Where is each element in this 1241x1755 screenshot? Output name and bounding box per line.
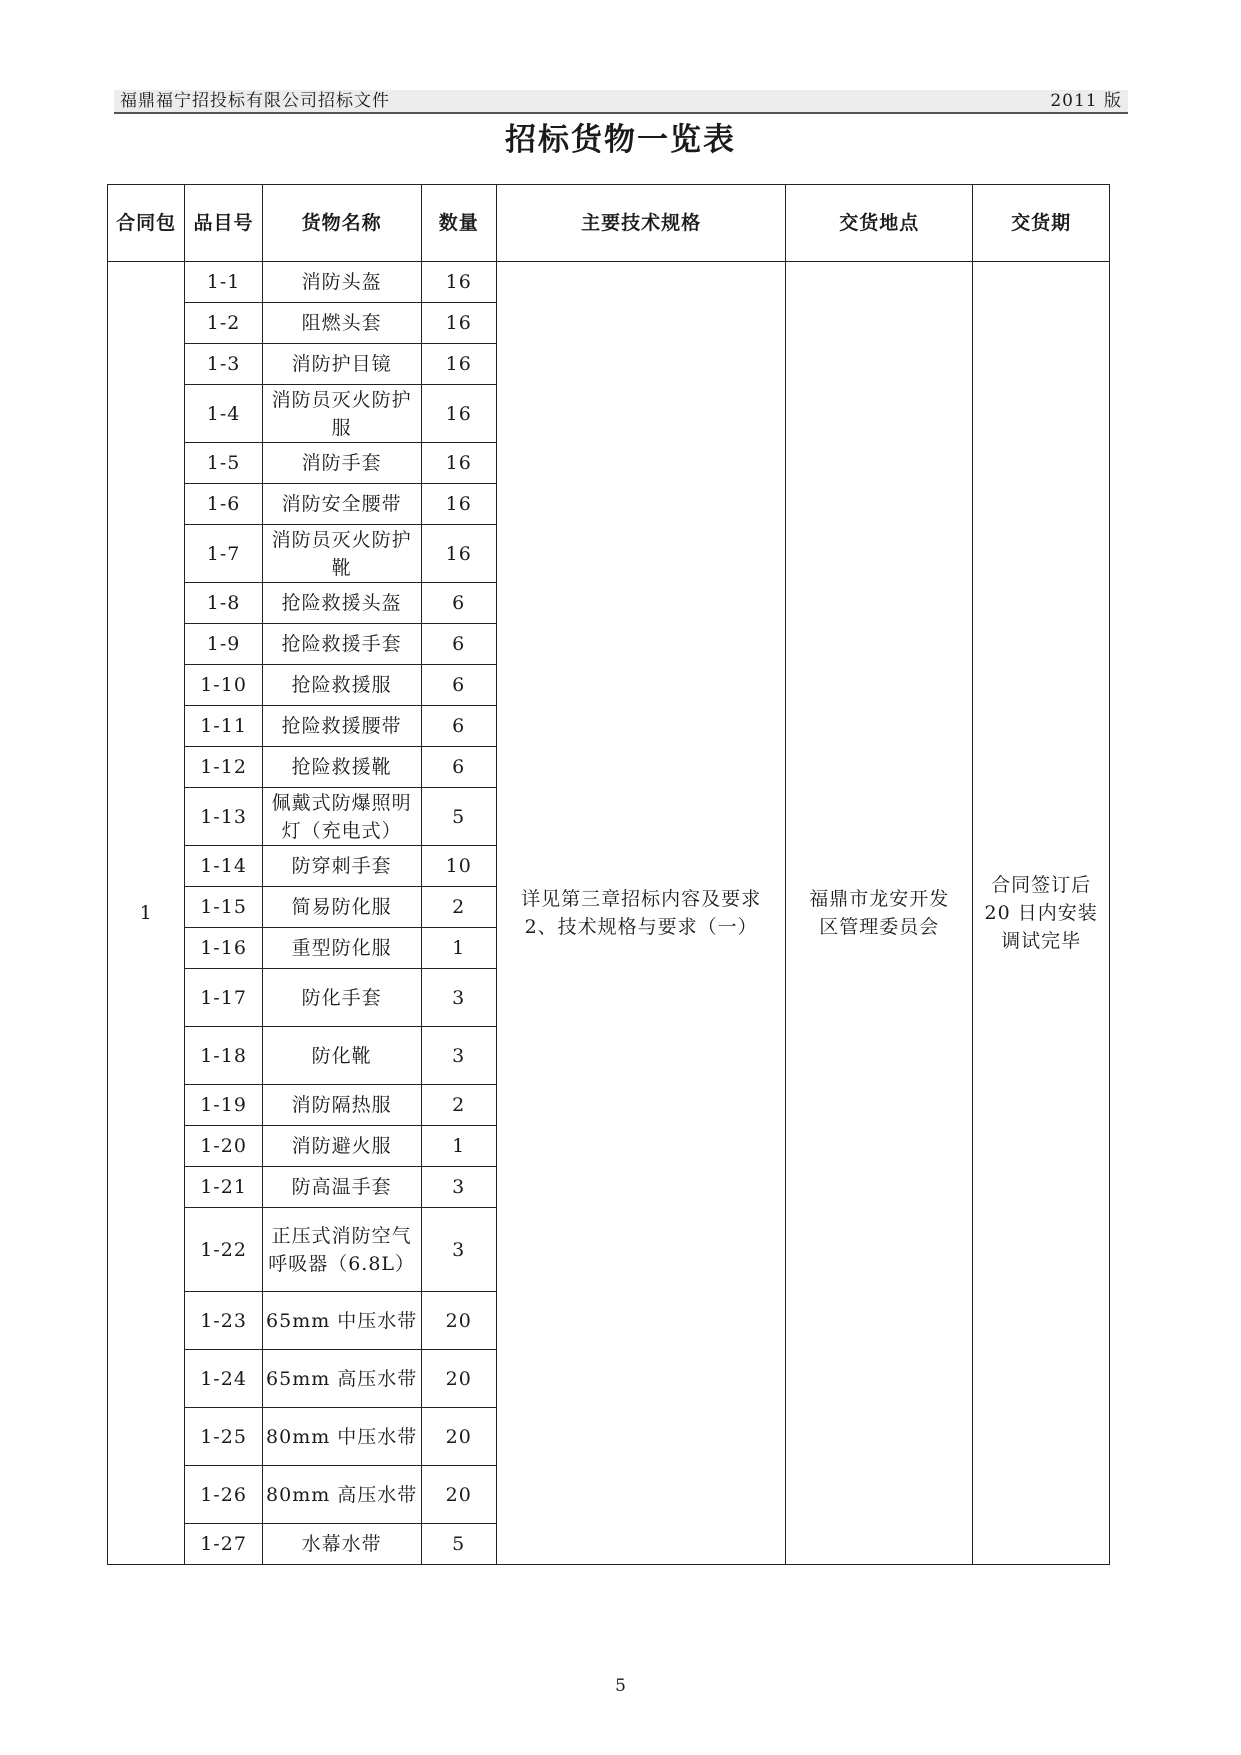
col-header-location: 交货地点 xyxy=(786,185,973,262)
quantity-cell: 2 xyxy=(421,887,496,928)
item-no-cell: 1-11 xyxy=(185,706,262,747)
spec-cell: 详见第三章招标内容及要求 2、技术规格与要求（一） xyxy=(496,262,785,1565)
quantity-cell: 20 xyxy=(421,1466,496,1524)
goods-name-cell: 水幕水带 xyxy=(262,1524,421,1565)
goods-name-cell: 简易防化服 xyxy=(262,887,421,928)
item-no-cell: 1-3 xyxy=(185,344,262,385)
quantity-cell: 16 xyxy=(421,262,496,303)
item-no-cell: 1-10 xyxy=(185,665,262,706)
item-no-cell: 1-21 xyxy=(185,1167,262,1208)
item-no-cell: 1-27 xyxy=(185,1524,262,1565)
goods-name-cell: 防穿刺手套 xyxy=(262,846,421,887)
item-no-cell: 1-7 xyxy=(185,525,262,583)
item-no-cell: 1-15 xyxy=(185,887,262,928)
goods-name-cell: 抢险救援腰带 xyxy=(262,706,421,747)
quantity-cell: 6 xyxy=(421,706,496,747)
page-header xyxy=(114,90,1128,114)
col-header-item-no: 品目号 xyxy=(185,185,262,262)
quantity-cell: 10 xyxy=(421,846,496,887)
item-no-cell: 1-16 xyxy=(185,928,262,969)
quantity-cell: 20 xyxy=(421,1292,496,1350)
delivery-cell: 合同签订后 20 日内安装调试完毕 xyxy=(973,262,1110,1565)
item-no-cell: 1-8 xyxy=(185,583,262,624)
goods-name-cell: 消防手套 xyxy=(262,443,421,484)
item-no-cell: 1-24 xyxy=(185,1350,262,1408)
quantity-cell: 6 xyxy=(421,583,496,624)
goods-name-cell: 抢险救援头盔 xyxy=(262,583,421,624)
item-no-cell: 1-26 xyxy=(185,1466,262,1524)
quantity-cell: 5 xyxy=(421,1524,496,1565)
item-no-cell: 1-19 xyxy=(185,1085,262,1126)
goods-name-cell: 抢险救援手套 xyxy=(262,624,421,665)
goods-name-cell: 消防员灭火防护靴 xyxy=(262,525,421,583)
goods-name-cell: 消防隔热服 xyxy=(262,1085,421,1126)
col-header-package: 合同包 xyxy=(108,185,185,262)
quantity-cell: 5 xyxy=(421,788,496,846)
item-no-cell: 1-1 xyxy=(185,262,262,303)
header-edition: 2011 版 xyxy=(1050,91,1122,111)
item-no-cell: 1-23 xyxy=(185,1292,262,1350)
goods-name-cell: 重型防化服 xyxy=(262,928,421,969)
quantity-cell: 3 xyxy=(421,1027,496,1085)
col-header-goods-name: 货物名称 xyxy=(262,185,421,262)
quantity-cell: 1 xyxy=(421,1126,496,1167)
quantity-cell: 16 xyxy=(421,525,496,583)
quantity-cell: 16 xyxy=(421,484,496,525)
goods-name-cell: 消防护目镜 xyxy=(262,344,421,385)
item-no-cell: 1-2 xyxy=(185,303,262,344)
goods-name-cell: 防化手套 xyxy=(262,969,421,1027)
item-no-cell: 1-4 xyxy=(185,385,262,443)
item-no-cell: 1-18 xyxy=(185,1027,262,1085)
col-header-quantity: 数量 xyxy=(421,185,496,262)
quantity-cell: 3 xyxy=(421,1208,496,1292)
location-cell: 福鼎市龙安开发区管理委员会 xyxy=(786,262,973,1565)
goods-name-cell: 佩戴式防爆照明灯（充电式） xyxy=(262,788,421,846)
goods-name-cell: 消防安全腰带 xyxy=(262,484,421,525)
goods-name-cell: 抢险救援服 xyxy=(262,665,421,706)
goods-name-cell: 65mm 高压水带 xyxy=(262,1350,421,1408)
item-no-cell: 1-17 xyxy=(185,969,262,1027)
header-company: 福鼎福宁招投标有限公司招标文件 xyxy=(120,91,390,111)
quantity-cell: 6 xyxy=(421,624,496,665)
goods-name-cell: 消防避火服 xyxy=(262,1126,421,1167)
col-header-spec: 主要技术规格 xyxy=(496,185,785,262)
quantity-cell: 20 xyxy=(421,1408,496,1466)
item-no-cell: 1-9 xyxy=(185,624,262,665)
item-no-cell: 1-25 xyxy=(185,1408,262,1466)
item-no-cell: 1-12 xyxy=(185,747,262,788)
goods-name-cell: 65mm 中压水带 xyxy=(262,1292,421,1350)
item-no-cell: 1-14 xyxy=(185,846,262,887)
col-header-delivery: 交货期 xyxy=(973,185,1110,262)
quantity-cell: 16 xyxy=(421,385,496,443)
quantity-cell: 16 xyxy=(421,344,496,385)
item-no-cell: 1-5 xyxy=(185,443,262,484)
goods-name-cell: 80mm 高压水带 xyxy=(262,1466,421,1524)
goods-name-cell: 消防头盔 xyxy=(262,262,421,303)
item-no-cell: 1-13 xyxy=(185,788,262,846)
item-no-cell: 1-20 xyxy=(185,1126,262,1167)
quantity-cell: 6 xyxy=(421,665,496,706)
quantity-cell: 16 xyxy=(421,443,496,484)
table-header-row xyxy=(108,185,1110,262)
goods-name-cell: 阻燃头套 xyxy=(262,303,421,344)
quantity-cell: 3 xyxy=(421,1167,496,1208)
package-cell: 1 xyxy=(108,262,185,1565)
quantity-cell: 3 xyxy=(421,969,496,1027)
goods-table xyxy=(107,184,1110,1565)
goods-name-cell: 抢险救援靴 xyxy=(262,747,421,788)
quantity-cell: 20 xyxy=(421,1350,496,1408)
quantity-cell: 1 xyxy=(421,928,496,969)
quantity-cell: 2 xyxy=(421,1085,496,1126)
item-no-cell: 1-6 xyxy=(185,484,262,525)
goods-name-cell: 消防员灭火防护服 xyxy=(262,385,421,443)
goods-name-cell: 80mm 中压水带 xyxy=(262,1408,421,1466)
quantity-cell: 16 xyxy=(421,303,496,344)
goods-name-cell: 防化靴 xyxy=(262,1027,421,1085)
quantity-cell: 6 xyxy=(421,747,496,788)
table-row xyxy=(108,262,1110,303)
page-title: 招标货物一览表 xyxy=(505,122,736,158)
goods-name-cell: 防高温手套 xyxy=(262,1167,421,1208)
item-no-cell: 1-22 xyxy=(185,1208,262,1292)
page-number: 5 xyxy=(615,1676,626,1696)
goods-name-cell: 正压式消防空气呼吸器（6.8L） xyxy=(262,1208,421,1292)
